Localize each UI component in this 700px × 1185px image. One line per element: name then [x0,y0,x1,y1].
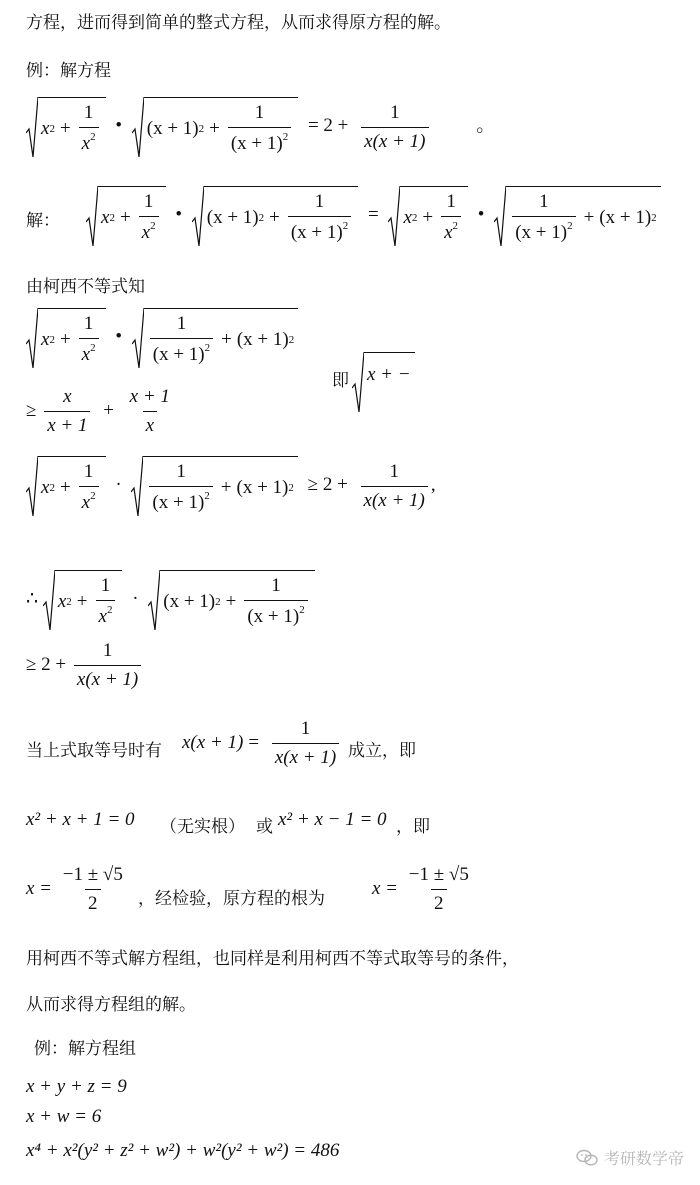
or-label: 或 [256,817,273,837]
ji2-label: ，即 [396,817,430,837]
example2-label: 例：解方程组 [34,1039,136,1059]
equation-2: x 2 + $\frac{1}{x^2}$ • (x + 1) 2 + $\frac{1}{(x + 1)^2}$ = x 2 + $\frac{1}{x^2}$ • $\frac{1}{(x + 1)^2}$ + (x + 1) 2 [86,186,661,246]
inequality-2: ≥ 2 + $\frac{1}{x(x + 1)}$ [26,640,144,691]
equality-suffix: 成立，即 [348,741,416,761]
equation-1: x 2 + $\frac{1}{x^2}$ • (x + 1) 2 + $\frac{1}{(x + 1)^2}$ = 2 + $\frac{1}{x(x + 1)}$ 。 [26,97,495,157]
roots-2: x = $\frac{-1 \pm √5}{2}$ [372,864,469,914]
system-eq-2: x + w = 6 [26,1106,102,1127]
solution-label: 解： [26,211,60,231]
equation-3: x 2 + $\frac{1}{x^2}$ • $\frac{1}{(x + 1)^2}$ + (x + 1) 2 [26,308,298,368]
equality-prefix: 当上式取等号时有 [26,741,162,761]
cauchy-label: 由柯西不等式知 [26,277,145,297]
system-eq-1: x + y + z = 9 [26,1076,127,1097]
para-2: 从而求得方程组的解。 [26,995,196,1015]
system-eq-3: x⁴ + x²(y² + z² + w²) + w²(y² + w²) = 486 [26,1140,340,1161]
para-1: 用柯西不等式解方程组，也同样是利用柯西不等式取等号的条件， [26,949,519,969]
intro-text: 方程，进而得到简单的整式方程，从而求得原方程的解。 [26,13,451,33]
check-text: ，经检验，原方程的根为 [138,889,325,909]
roots-1: x = $\frac{-1 \pm √5}{2}$ [26,864,123,914]
quadratic-2: x² + x − 1 = 0 [278,809,387,830]
watermark-label: 考研数学帝 [603,1149,684,1168]
truncated-root: x + − [352,352,415,412]
equality-condition: x(x + 1) = $\frac{1}{x(x + 1)}$ [182,718,342,769]
example1-label: 例：解方程 [26,61,111,81]
equation-5: ∴ x 2 + $\frac{1}{x^2}$ · (x + 1) 2 + $\frac{1}{(x + 1)^2}$ [26,570,315,630]
watermark [576,1146,684,1169]
inequality-1: ≥ $\frac{x}{x + 1}$ + $\frac{x + 1}{x}$ [26,386,170,436]
no-real-root: （无实根） [160,817,245,837]
ji-label: 即 [332,371,349,391]
equation-4: x 2 + $\frac{1}{x^2}$ · $\frac{1}{(x + 1)^2}$ + (x + 1) 2 ≥ 2 + $\frac{1}{x(x + 1)}$ , [26,456,436,516]
quadratic-1: x² + x + 1 = 0 [26,809,135,830]
wechat-icon [576,1149,598,1167]
